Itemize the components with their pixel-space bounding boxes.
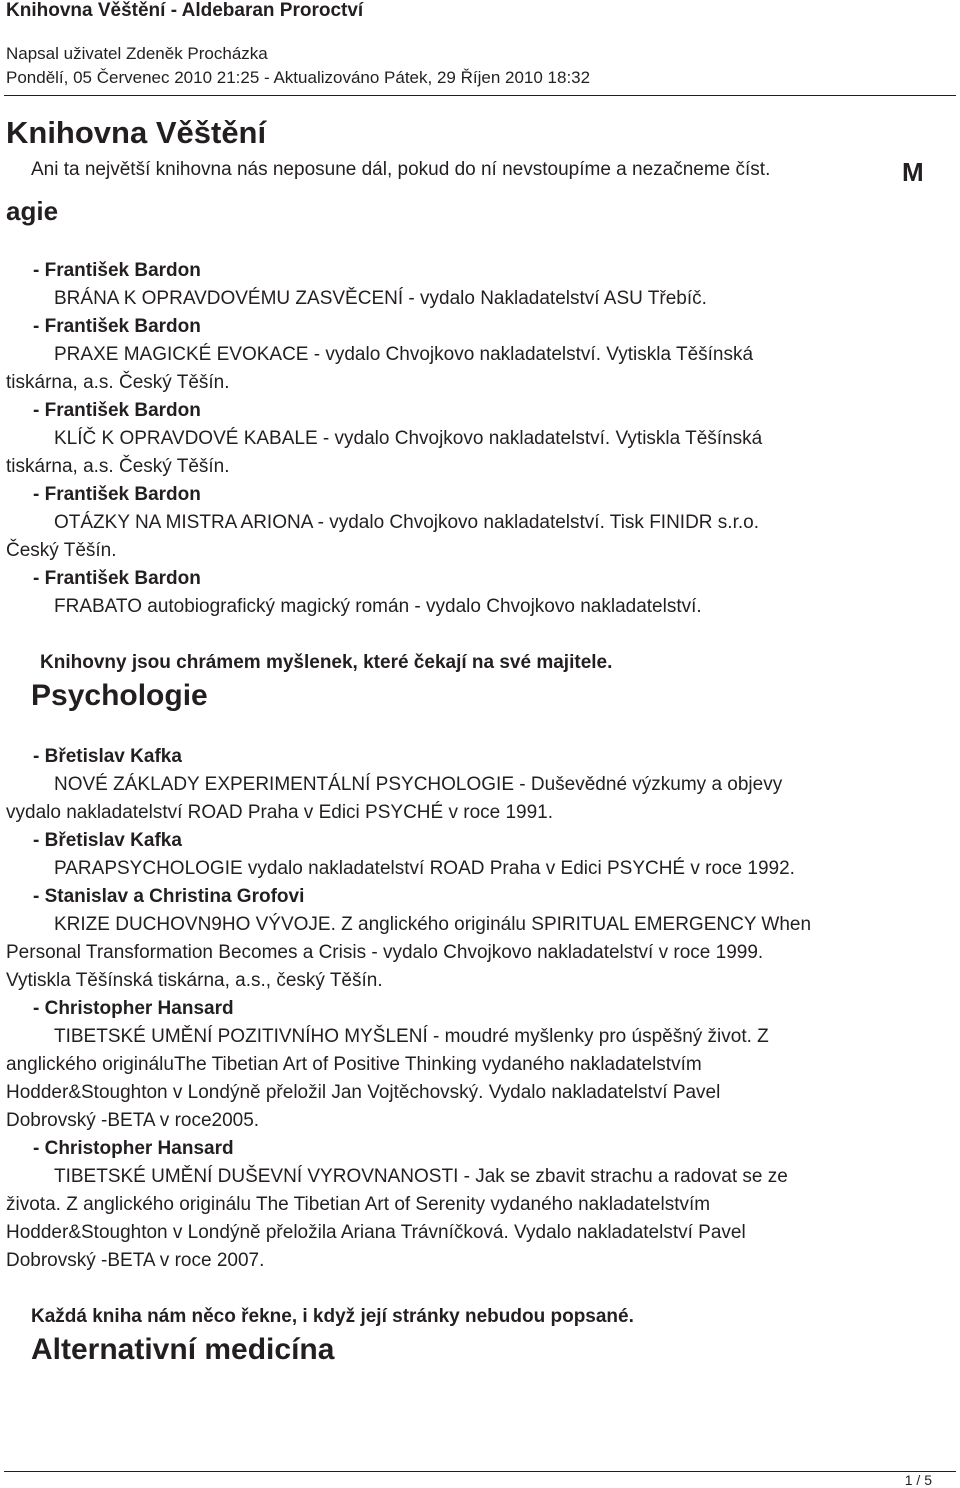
- page-header: [0, 0, 960, 96]
- magie-entry-author: - František Bardon: [33, 260, 201, 281]
- magie-entry-author: - František Bardon: [33, 316, 201, 337]
- psychologie-entry-author: - Stanislav a Christina Grofovi: [33, 886, 305, 907]
- psychologie-entry-line: Personal Transformation Becomes a Crisis - vydalo Chvojkovo nakladatelství v roce 1999.: [6, 942, 764, 963]
- magie-heading-first-letter: M: [902, 157, 924, 187]
- magie-heading: agie: [6, 196, 59, 226]
- psychologie-entry-author: - Christopher Hansard: [33, 1138, 234, 1159]
- psychologie-entry-line: Dobrovský -BETA v roce2005.: [6, 1110, 260, 1131]
- psychologie-heading: Psychologie: [31, 679, 208, 712]
- psychologie-entry-author: - Břetislav Kafka: [33, 830, 182, 851]
- intro-text: Ani ta největší knihovna nás neposune dál, pokud do ní nevstoupíme a nezačneme číst.: [31, 159, 771, 180]
- article-author: Napsal uživatel Zdeněk Procházka: [6, 44, 268, 63]
- psychologie-entry-line: KRIZE DUCHOVN9HO VÝVOJE. Z anglického originálu SPIRITUAL EMERGENCY When: [54, 914, 812, 935]
- alternativni-medicina-heading: Alternativní medicína: [31, 1333, 335, 1366]
- psychologie-entry-line: Dobrovský -BETA v roce 2007.: [6, 1250, 265, 1271]
- psychologie-entry-line: TIBETSKÉ UMĚNÍ DUŠEVNÍ VYROVNANOSTI - Jak se zbavit strachu a radovat se ze: [54, 1166, 788, 1187]
- psychologie-entry-line: Hodder&Stoughton v Londýně přeložila Ariana Trávníčková. Vydalo nakladatelství Pavel: [6, 1222, 746, 1243]
- psychologie-entry-line: vydalo nakladatelství ROAD Praha v Edici PSYCHÉ v roce 1991.: [6, 802, 554, 823]
- magie-entry-line: KLÍČ K OPRAVDOVÉ KABALE - vydalo Chvojkovo nakladatelství. Vytiskla Těšínská: [54, 428, 763, 449]
- site-title: Knihovna Věštění - Aldebaran Proroctví: [6, 0, 364, 21]
- magie-entry-author: - František Bardon: [33, 484, 201, 505]
- article-dates: Pondělí, 05 Červenec 2010 21:25 - Aktualizováno Pátek, 29 Říjen 2010 18:32: [6, 68, 591, 87]
- psychologie-entry-line: PARAPSYCHOLOGIE vydalo nakladatelství ROAD Praha v Edici PSYCHÉ v roce 1992.: [54, 858, 795, 879]
- psychologie-entry-line: Vytiskla Těšínská tiskárna, a.s., český Těšín.: [6, 970, 383, 991]
- psychologie-entry-author: - Christopher Hansard: [33, 998, 234, 1019]
- magie-entry-line: OTÁZKY NA MISTRA ARIONA - vydalo Chvojkovo nakladatelství. Tisk FINIDR s.r.o.: [54, 512, 759, 533]
- magie-entry-line: tiskárna, a.s. Český Těšín.: [6, 456, 230, 477]
- quote: Knihovny jsou chrámem myšlenek, které čekají na své majitele.: [40, 652, 613, 673]
- header-divider: [4, 95, 956, 96]
- psychologie-entry-line: TIBETSKÉ UMĚNÍ POZITIVNÍHO MYŠLENÍ - moudré myšlenky pro úspěšný život. Z: [54, 1026, 769, 1047]
- psychologie-entry-line: anglického origináluThe Tibetian Art of Positive Thinking vydaného nakladatelstvím: [6, 1054, 702, 1075]
- magie-entry-line: tiskárna, a.s. Český Těšín.: [6, 372, 230, 393]
- psychologie-entry-line: života. Z anglického originálu The Tibetian Art of Serenity vydaného nakladatelstvím: [6, 1194, 711, 1215]
- page-number: 1 / 5: [904, 1472, 932, 1488]
- magie-entry-line: BRÁNA K OPRAVDOVÉMU ZASVĚCENÍ - vydalo Nakladatelství ASU Třebíč.: [54, 288, 707, 309]
- magie-entry-author: - František Bardon: [33, 568, 201, 589]
- magie-entry-line: FRABATO autobiografický magický román - vydalo Chvojkovo nakladatelství.: [54, 596, 702, 617]
- psychologie-entry-author: - Břetislav Kafka: [33, 746, 182, 767]
- psychologie-entry-line: Hodder&Stoughton v Londýně přeložil Jan Vojtěchovský. Vydalo nakladatelství Pavel: [6, 1082, 721, 1103]
- magie-entry-line: Český Těšín.: [6, 540, 117, 561]
- footer-divider: [4, 1471, 956, 1472]
- psychologie-entry-line: NOVÉ ZÁKLADY EXPERIMENTÁLNÍ PSYCHOLOGIE - Duševědné výzkumy a objevy: [54, 774, 783, 795]
- magie-entry-author: - František Bardon: [33, 400, 201, 421]
- quote: Každá kniha nám něco řekne, i když její stránky nebudou popsané.: [31, 1306, 634, 1327]
- article-title: Knihovna Věštění: [6, 115, 267, 150]
- magie-entry-line: PRAXE MAGICKÉ EVOKACE - vydalo Chvojkovo nakladatelství. Vytiskla Těšínská: [54, 344, 754, 365]
